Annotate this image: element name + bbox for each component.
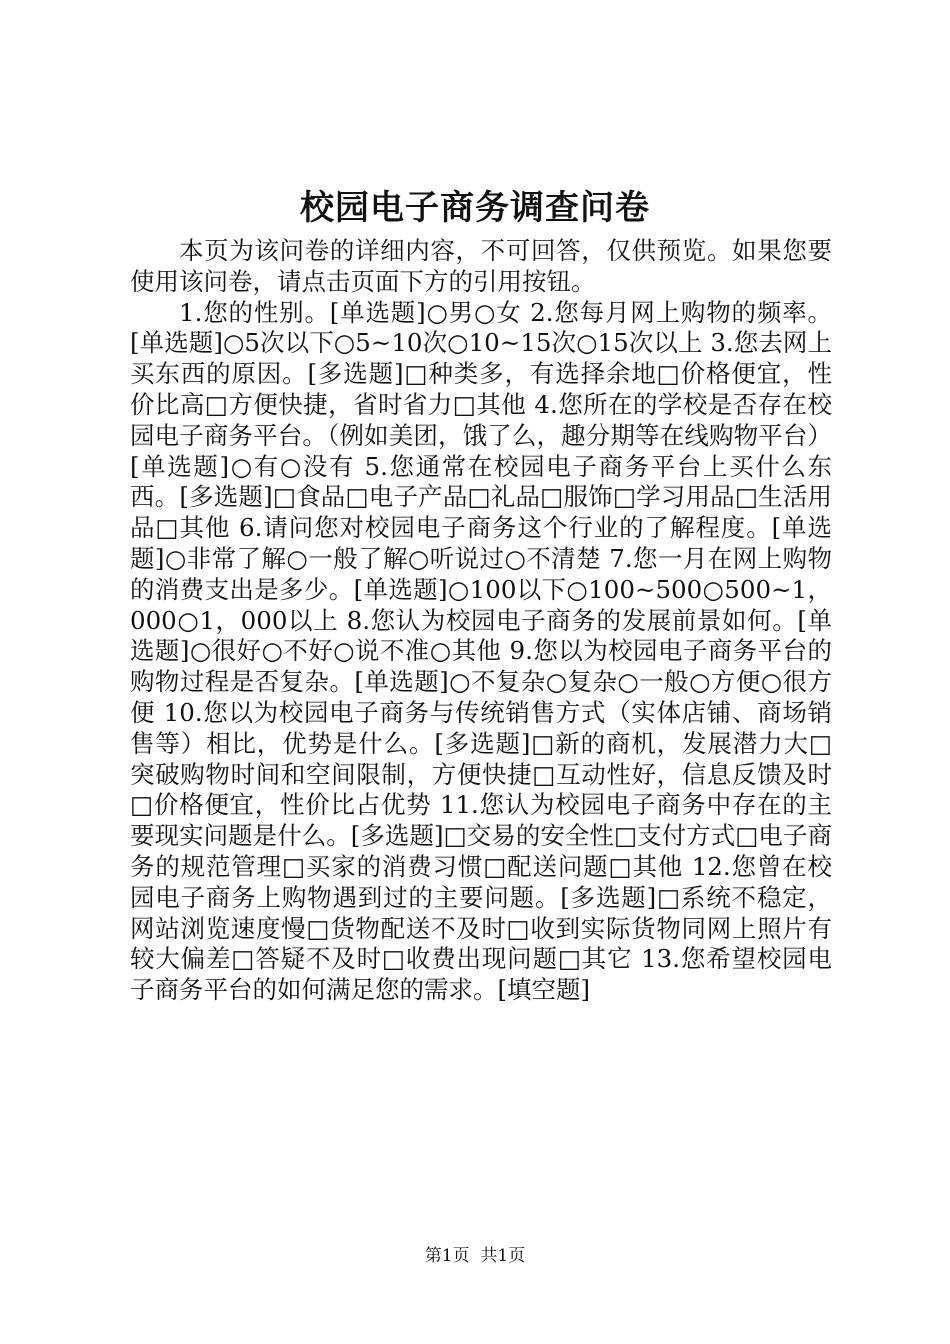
questions-paragraph: 1.您的性别。[单选题]○男○女 2.您每月网上购物的频率。[单选题]○5次以下○5~10次○10~15次○15次以上 3.您去网上买东西的原因。[多选题]□种类多，有选择余地□价格便宜，性价比高□方便快捷，省时省力□其他 4.您所在的学校是否存在校园电子商务平台。（例如美团，饿了么，趣分期等在线购物平台）[单选题]○有○没有 5.您通常在校园电子商务平台上买什么东西。[多选题]□食品□电子产品□礼品□服饰□学习用品□生活用品□其他 6.请问您对校园电子商务这个行业的了解程度。[单选题]○非常了解○一般了解○听说过○不清楚 7.您一月在网上购物的消费支出是多少。[单选题]○100以下○100~500○500~1，000○1，000以上 8.您认为校园电子商务的发展前景如何。[单选题]○很好○不好○说不准○其他 9.您以为校园电子商务平台的购物过程是否复杂。[单选题]○不复杂○复杂○一般○方便○很方便 10.您以为校园电子商务与传统销售方式（实体店铺、商场销售等）相比，优势是什么。[多选题]□新的商机，发展潜力大□突破购物时间和空间限制，方便快捷□互动性好，信息反馈及时□价格便宜，性价比占优势 11.您认为校园电子商务中存在的主要现实问题是什么。[多选题]□交易的安全性□支付方式□电子商务的规范管理□买家的消费习惯□配送问题□其他 12.您曾在校园电子商务上购物遇到过的主要问题。[多选题]□系统不稳定，网站浏览速度慢□货物配送不及时□收到实际货物同网上照片有较大偏差□答疑不及时□收费出现问题□其它 13.您希望校园电子商务平台的如何满足您的需求。[填空题] bbox=[130, 297, 832, 1005]
intro-paragraph: 本页为该问卷的详细内容，不可回答，仅供预览。如果您要使用该问卷，请点击页面下方的引用按钮。 bbox=[130, 236, 832, 296]
document-body bbox=[130, 236, 832, 1006]
page-total: 共1页 bbox=[480, 1246, 526, 1266]
page-number: 第1页 bbox=[424, 1246, 470, 1266]
page-footer bbox=[0, 1244, 950, 1268]
footer-separator bbox=[470, 1246, 481, 1266]
document-title: 校园电子商务调查问卷 bbox=[300, 188, 650, 228]
